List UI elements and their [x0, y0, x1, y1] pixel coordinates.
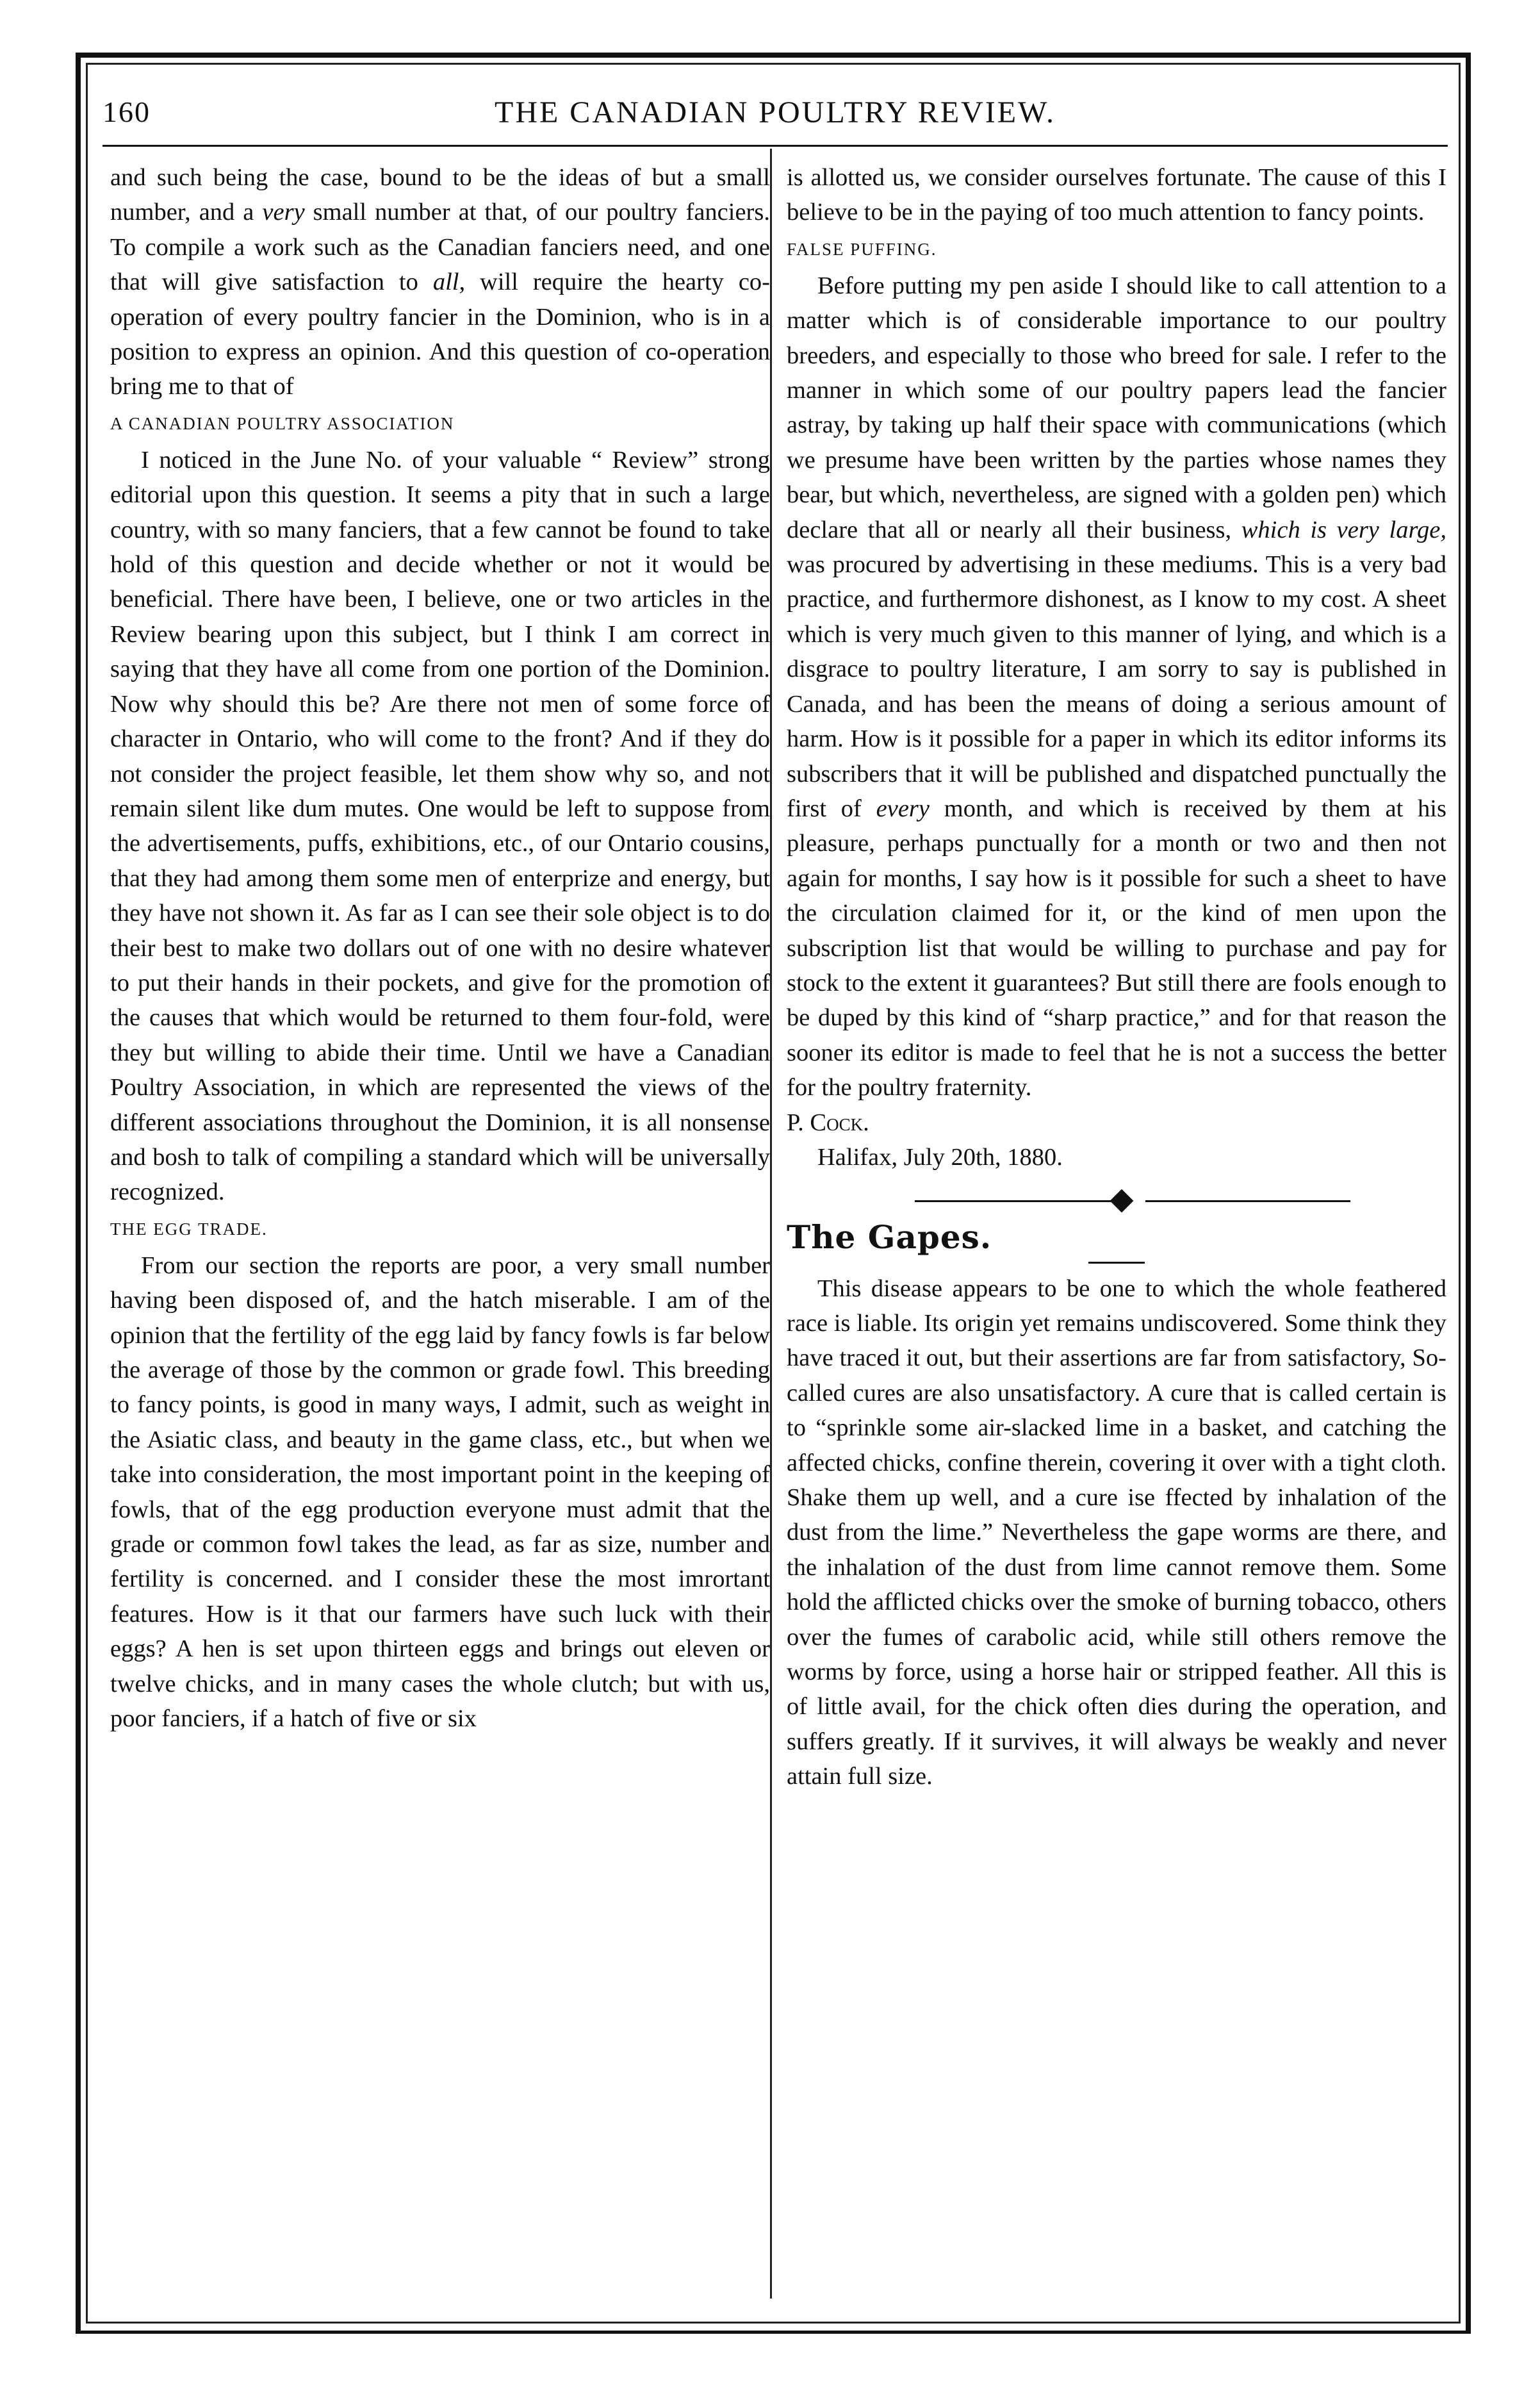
- dateline: Halifax, July 20th, 1880.: [817, 1143, 1063, 1171]
- ornament-diamond: [1110, 1189, 1134, 1212]
- signature: P. Cock.: [787, 1109, 869, 1136]
- italic-run: all,: [432, 268, 466, 296]
- text-run: will require the hearty co-operation of every poultry fancier in the Dominion, who is in a position to express an opinion. And this question of co-operation bring me to that of: [110, 268, 770, 400]
- text-run: and such being the case, bound to be the ideas of but a small number, and a: [110, 164, 770, 226]
- left-column: [110, 160, 770, 1736]
- section-title-the-gapes: The Gapes.: [787, 1218, 992, 1256]
- subhead-false-puffing: FALSE PUFFING.: [787, 239, 937, 259]
- italic-run: very: [262, 199, 305, 226]
- page-number: 160: [102, 95, 151, 128]
- page-header: [102, 95, 1448, 140]
- column-divider: [770, 149, 772, 2299]
- text-run: was procured by advertising in these mediums. This is a very bad practice, and furthermore dishonest, as I know to my cost. A sheet which is very much given to this manner of lying, and which is a disgrace to poultry literature, I am sorry to say is published in Canada, and has been the means of doing a serious amount of harm. How is it possible for a paper in which its editor informs its subscribers that it will be published and dispatched punctually the first of: [787, 551, 1446, 822]
- left-paragraph-3: From our section the reports are poor, a very small number having been disposed of, and the hatch miserable. I am of the opinion that the fertility of the egg laid by fancy fowls is far below the average of those by the common or grade fowl. This breeding to fancy points, is good in many ways, I admit, such as weight in the Asiatic class, and beauty in the game class, etc., but when we take into consideration, the most important point in the keeping of fowls, that of the egg production everyone must admit that the grade or common fowl takes the lead, as far as size, number and fertility is concerned. and I consider these the most imrortant features. How is it that our farmers have such luck with their eggs? A hen is set upon thirteen eggs and brings out eleven or twelve chicks, and in many cases the whole clutch; but with us, poor fanciers, if a hatch of five or six: [110, 1251, 770, 1733]
- left-paragraph-1: [110, 160, 770, 404]
- left-paragraph-2: I noticed in the June No. of your valuable “ Review” strong editorial upon this question. It seems a pity that in such a large country, with so many fanciers, that a few cannot be found to take hold of this question and decide whether or not it would be beneficial. There have been, I believe, one or two articles in the Review bearing upon this subject, but I think I am correct in saying that they have all come from one portion of the Dominion. Now why should this be? Are there not men of some force of character in Ontario, who will come to the front? And if they do not consider the project feasible, let them show why so, and not remain silent like dum mutes. One would be left to suppose from the advertisements, puffs, exhibitions, etc., of our Ontario cousins, that they had among them some men of enterprize and energy, but they have not shown it. As far as I can see their sole object is to do their best to make two dollars out of one with no desire whatever to put their hands in their pockets, and give for the promotion of the causes that which would be returned to them four-fold, were they but willing to abide their time. Until we have a Canadian Poultry Association, in which are represented the views of the different associations throughout the Dominion, it is all nonsense and bosh to talk of compiling a standard which will be universally recognized.: [110, 446, 770, 1206]
- text-run: small number at that, of our poultry fanciers. To compile a work such as the Canadian fanciers need, and one that will give satisfaction to: [110, 199, 770, 296]
- right-column: [787, 160, 1446, 1794]
- ornament-line-left: [915, 1200, 1120, 1202]
- italic-run: which is very large,: [1241, 516, 1446, 543]
- italic-run: every: [876, 795, 930, 822]
- running-title: THE CANADIAN POULTRY REVIEW.: [495, 95, 1056, 129]
- ornament-line-right: [1145, 1200, 1350, 1202]
- text-run: Before putting my pen aside I should like to call attention to a matter which is of considerable importance to our poultry breeders, and especially to those who breed for sale. I refer to the manner in which some of our poultry papers lead the fancier astray, by taking up half their space with communications (which we presume have been written by the parties whose names they bear, but which, nevertheless, are signed with a golden pen) which declare that all or nearly all their business,: [787, 272, 1446, 543]
- right-paragraph-1: is allotted us, we consider ourselves fortunate. The cause of this I believe to be in the paying of too much attention to fancy points.: [787, 164, 1446, 226]
- subhead-egg-trade: THE EGG TRADE.: [110, 1219, 268, 1239]
- subhead-canadian-poultry-association: A CANADIAN POULTRY ASSOCIATION: [110, 413, 455, 433]
- right-paragraph-3: This disease appears to be one to which the whole feathered race is liable. Its origin yet remains undiscovered. Some think they have traced it out, but their assertions are far from satisfactory, So-called cures are also unsatisfactory. A cure that is called certain is to “sprinkle some air-slacked lime in a basket, and catching the affected chicks, confine therein, covering it over with a tight cloth. Shake them up well, and a cure ise ffected by inhalation of the dust from the lime.” Nevertheless the gape worms are there, and the inhalation of the dust from lime cannot remove them. Some hold the afflicted chicks over the smoke of burning tobacco, others over the fumes of carabolic acid, while still others remove the worms by force, using a horse hair or stripped feather. All this is of little avail, for the chick often dies during the operation, and suffers greatly. If it survives, it will always be weakly and never attain full size.: [787, 1275, 1446, 1790]
- ornamental-divider: [787, 1185, 1446, 1217]
- text-run: month, and which is received by them at his pleasure, perhaps punctually for a month or two and then not again for months, I say how is it possible for such a sheet to have the circulation claimed for it, or the kind of men upon the subscription list that would be willing to purchase and pay for stock to the extent it guarantees? But still there are fools enough to be duped by this kind of “sharp practice,” and for that reason the sooner its editor is made to feel that he is not a success the better for the poultry fraternity.: [787, 795, 1446, 1102]
- title-underline: [1088, 1262, 1145, 1264]
- header-rule: [102, 145, 1448, 147]
- right-paragraph-2: [787, 268, 1446, 1105]
